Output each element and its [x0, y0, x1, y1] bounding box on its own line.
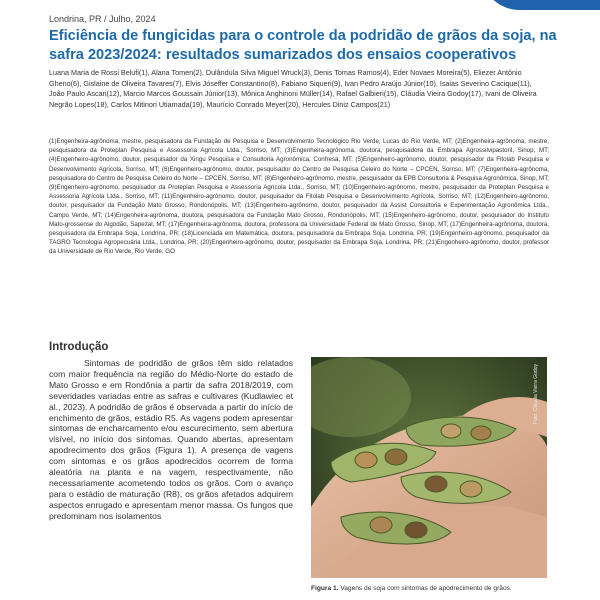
- introduction-text: Sintomas de podridão de grãos têm sido relatados com maior frequência na região do Médio-Norte do estado de Mato Grosso e em Rondônia a partir da safra 2018/2019, com severidades variadas entre as safras e cultivares (Kudlawiec et al., 2023). A podridão de grãos é observada a partir do início de enchimento de grãos, estádio R5. As vagens podem apresentar sintomas de encharcamento e/ou escurecimento, sem abertura visível, no início dos sintomas. Quando abertas, apresentam apodrecimento dos grãos (Figura 1). A presença de vagens com sintomas e os grãos apodrecidos ocorrem de forma aleatória na planta e na vagem, respectivamente, não necessariamente acometendo todos os grãos. Com o avanço para o estádio de maturação (R8), os grãos afetados adquirem aspectos enrugado e apresentam menor massa. Os fungos que predominam nos isolamentos: [49, 358, 293, 521]
- figure-caption: [311, 584, 547, 593]
- figure-caption-text: Vagens de soja com sintomas de apodrecimento de grãos.: [340, 585, 512, 592]
- figure-photo-soybean-pods: [311, 357, 547, 578]
- photo-credit: Foto: Cláudia Vieira Godoy: [533, 364, 539, 424]
- author-list: Luana Maria de Rossi Belufi(1), Alana Tomen(2), Dulândula Silva Miguel Wruck(3), Denis Tomas Ramos(4), Eder Novaes Moreira(5), Eliezer Antônio Gheno(6), Gislaine de Oliveira Tavares(7), Elvis Jóseffer Constantino(8), Fabiano Siqueri(9), Ivan Pedro Araújo Júnior(10), Isaias Severino Cacique(11), João Paulo Ascari(12), Marcio Marcos Goussain Júnior(13), Mônica Anghinoni Müller(14), Rafael Galbieri(15), Cláudia Vieira Godoy(17), Ivani de Oliveira Negrão Lopes(18), Carlos Mitinori Utiamada(19), Maurício Conrado Meyer(20), Hercules Diniz Campos(21): [49, 68, 537, 109]
- dateline: Londrina, PR / Julho, 2024: [49, 14, 156, 24]
- author-affiliations: (1)Engenheira-agrônoma, mestre, pesquisadora da Fundação de Pesquisa e Desenvolvimento Tecnológico Rio Verde, Lucas do Rio Verde, MT; (2)Engenheira-agrônoma, mestre, pesquisadora da Proteplan Pesquisa e Assessoria Agrícola Ltda., Sorriso, MT; (3)Engenheira-agrônoma, doutora, pesquisadora da Embrapa Agrossilvipastoril, Sinop, MT; (4)Engenheiro-agrônomo, doutor, pesquisador da Xingu Pesquisa e Consultoria Agronômica, Confresa, MT; (5)Engenheiro-agrônomo, doutor, pesquisador da Fitolab Pesquisa e Desenvolvimento Agrícola, Sorriso, MT; (6)Engenheiro-agrônomo, doutor, pesquisador do Centro de Pesquisa Celeiro do Norte – CPCEN, Sorriso, MT; (7)Engenheira-agrônoma, pesquisadora do Centro de Pesquisa Celeiro do Norte – CPCEN, Sorriso, MT; (8)Engenheiro-agrônomo, mestre, pesquisador da EPB Consultoria & Pesquisa Agronômica, Sinop, MT; (9)Engenheiro-agrônomo, pesquisador da Proteplan Pesquisa e Assessoria Agrícola Ltda., Sorriso, MT; (10)Engenheiro-agrônomo, mestre, pesquisador da Proteplan Pesquisa e Assessoria Agrícola Ltda., Sorriso, MT; (11)Engenheiro-agrônomo, doutor, pesquisador da Fitolab Pesquisa e Desenvolvimento Agrícola, Sorriso, MT; (12)Engenheiro-agrônomo, doutor, pesquisador da Fundação Mato Grosso, Rondonópolis, MT; (13)Engenheiro-agrônomo, doutor, pesquisador da Assist Consultoria e Experimentação Agronômica Ltda., Campo Verde, MT; (14)Engenheira-agrônoma, doutora, pesquisadora da Fundação Mato Grosso, Rondonópolis, MT; (15)Engenheiro-agrônomo, doutor, pesquisador do Instituto Mato-grossense do Algodão, Sapezal, MT; (17)Engenheira-agrônoma, doutora, professora da Universidade Federal de Mato Grosso, Sinop, MT; (17)Engenheira-agrônoma, doutora, pesquisadora da Embrapa Soja, Londrina, PR; (18)Licenciada em Matemática, doutora, pesquisadora da Embrapa Soja, Londrina, PR; (19)Engenheiro-agrônomo, pesquisador da TAGRO Tecnologia Agropecuária Ltda., Londrina, PR; (20)Engenheiro-agrônomo, doutor, pesquisador da Embrapa Soja, Londrina, PR; (21)Engenheiro-agrônomo, doutor, professor da Universidade de Rio Verde, Rio Verde, GO: [49, 138, 549, 256]
- section-heading-introduction: Introdução: [49, 341, 109, 353]
- figure-caption-label: Figura 1.: [311, 585, 339, 592]
- soybean-pods-illustration: [311, 357, 547, 578]
- introduction-paragraph: [49, 358, 293, 600]
- article-title: Eficiência de fungicidas para o controle da podridão de grãos da soja, na safra 2023/2024: resultados sumarizados dos ensaios cooperativos: [49, 28, 557, 63]
